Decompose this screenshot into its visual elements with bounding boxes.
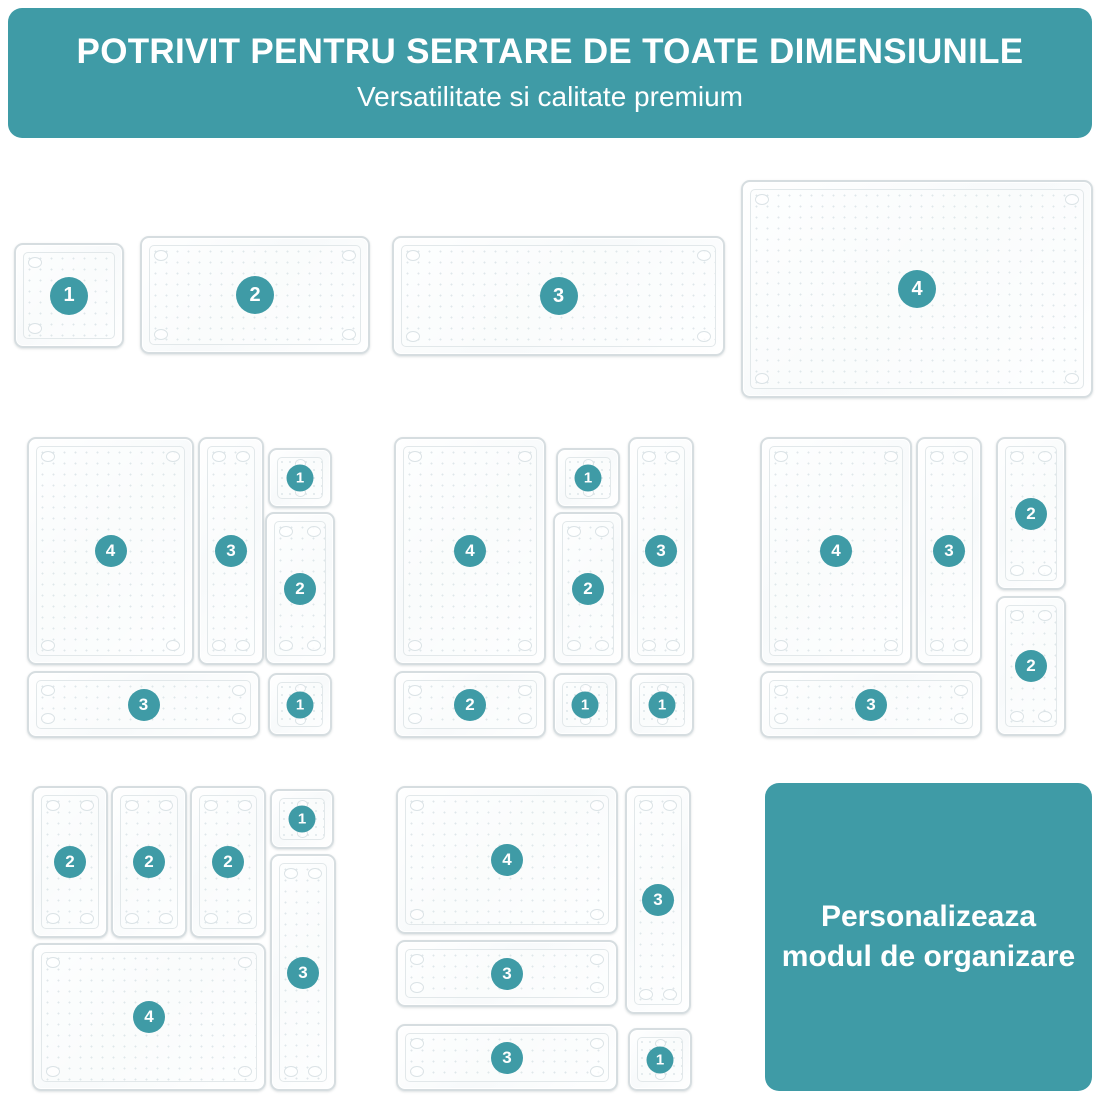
tray-foot-icon <box>1010 451 1024 462</box>
tray-foot-icon <box>307 526 321 537</box>
tray-size-badge: 4 <box>95 535 127 567</box>
tray-foot-icon <box>590 982 604 993</box>
tray-foot-icon <box>154 250 168 261</box>
tray-foot-icon <box>884 451 898 462</box>
tray-size-badge: 1 <box>572 691 599 718</box>
tray-foot-icon <box>154 329 168 340</box>
tray-foot-icon <box>284 1066 298 1077</box>
tray-foot-icon <box>666 451 680 462</box>
tray-size-badge: 3 <box>287 957 319 989</box>
tray-foot-icon <box>408 640 422 651</box>
layout-d-tray-4 <box>32 943 266 1091</box>
tray-foot-icon <box>212 451 226 462</box>
tray-foot-icon <box>406 331 420 342</box>
tray-foot-icon <box>212 640 226 651</box>
layout-b-tray-2 <box>553 512 623 665</box>
tray-foot-icon <box>590 800 604 811</box>
tray-foot-icon <box>639 989 653 1000</box>
layout-a-tray-4 <box>27 437 194 665</box>
tray-foot-icon <box>159 913 173 924</box>
tray-foot-icon <box>204 913 218 924</box>
tray-foot-icon <box>518 713 532 724</box>
header-banner <box>8 8 1092 138</box>
tray-foot-icon <box>410 982 424 993</box>
tray-size-badge: 2 <box>284 573 316 605</box>
tray-foot-icon <box>46 913 60 924</box>
tray-foot-icon <box>46 800 60 811</box>
tray-foot-icon <box>238 913 252 924</box>
tray-size-badge: 2 <box>1015 498 1047 530</box>
tray-foot-icon <box>595 526 609 537</box>
tray-foot-icon <box>1065 194 1079 205</box>
tray-foot-icon <box>590 954 604 965</box>
layout-b-tray-1c <box>630 673 694 736</box>
tray-size-badge: 1 <box>289 806 316 833</box>
tray-foot-icon <box>954 685 968 696</box>
tray-foot-icon <box>166 451 180 462</box>
tray-foot-icon <box>46 957 60 968</box>
layout-c-tray-3b <box>760 671 982 738</box>
tray-foot-icon <box>666 640 680 651</box>
tray-size-badge: 3 <box>128 689 160 721</box>
tray-foot-icon <box>774 713 788 724</box>
tray-size-3 <box>392 236 725 356</box>
tray-foot-icon <box>159 800 173 811</box>
tray-size-badge: 1 <box>287 691 314 718</box>
tray-size-badge: 1 <box>647 1046 674 1073</box>
layout-e-tray-3c <box>396 1024 618 1091</box>
tray-foot-icon <box>663 989 677 1000</box>
layout-e-tray-3a <box>625 786 691 1014</box>
promo-text: Personalizeaza modul de organizare <box>781 900 1076 973</box>
tray-size-badge: 2 <box>54 846 86 878</box>
tray-foot-icon <box>1038 610 1052 621</box>
tray-foot-icon <box>238 1066 252 1077</box>
tray-size-badge: 1 <box>50 277 88 315</box>
tray-foot-icon <box>697 331 711 342</box>
tray-foot-icon <box>518 640 532 651</box>
tray-foot-icon <box>279 526 293 537</box>
layout-a-tray-2 <box>265 512 335 665</box>
tray-foot-icon <box>567 526 581 537</box>
layout-d-tray-1 <box>270 789 334 849</box>
tray-foot-icon <box>308 1066 322 1077</box>
tray-foot-icon <box>697 250 711 261</box>
tray-size-badge: 2 <box>572 573 604 605</box>
tray-foot-icon <box>28 257 42 268</box>
layout-c-tray-3 <box>916 437 982 665</box>
tray-foot-icon <box>232 713 246 724</box>
tray-foot-icon <box>930 640 944 651</box>
tray-size-badge: 3 <box>855 689 887 721</box>
tray-foot-icon <box>590 909 604 920</box>
tray-foot-icon <box>930 451 944 462</box>
tray-foot-icon <box>408 451 422 462</box>
tray-foot-icon <box>518 451 532 462</box>
layout-d-tray-2c <box>190 786 266 938</box>
tray-foot-icon <box>41 713 55 724</box>
tray-size-4 <box>741 180 1093 398</box>
tray-foot-icon <box>1038 711 1052 722</box>
tray-size-2 <box>140 236 370 354</box>
tray-foot-icon <box>80 913 94 924</box>
tray-foot-icon <box>954 713 968 724</box>
tray-foot-icon <box>342 329 356 340</box>
layout-d-tray-2b <box>111 786 187 938</box>
layout-a-tray-3 <box>198 437 264 665</box>
tray-size-badge: 4 <box>898 270 936 308</box>
tray-foot-icon <box>590 1038 604 1049</box>
tray-foot-icon <box>308 868 322 879</box>
tray-size-badge: 2 <box>454 689 486 721</box>
tray-foot-icon <box>755 194 769 205</box>
tray-foot-icon <box>232 685 246 696</box>
layout-e-tray-4 <box>396 786 618 934</box>
tray-size-badge: 4 <box>454 535 486 567</box>
tray-size-badge: 4 <box>491 844 523 876</box>
tray-foot-icon <box>28 323 42 334</box>
tray-size-badge: 3 <box>933 535 965 567</box>
tray-foot-icon <box>166 640 180 651</box>
tray-foot-icon <box>1065 373 1079 384</box>
tray-foot-icon <box>238 957 252 968</box>
tray-size-badge: 3 <box>642 884 674 916</box>
tray-foot-icon <box>642 451 656 462</box>
tray-size-badge: 3 <box>491 1042 523 1074</box>
tray-foot-icon <box>236 640 250 651</box>
tray-foot-icon <box>408 685 422 696</box>
tray-size-badge: 2 <box>133 846 165 878</box>
layout-d-tray-2a <box>32 786 108 938</box>
tray-size-badge: 2 <box>236 276 274 314</box>
tray-foot-icon <box>774 451 788 462</box>
tray-foot-icon <box>46 1066 60 1077</box>
tray-foot-icon <box>954 451 968 462</box>
tray-foot-icon <box>1010 565 1024 576</box>
tray-foot-icon <box>80 800 94 811</box>
tray-foot-icon <box>1010 610 1024 621</box>
tray-foot-icon <box>1038 451 1052 462</box>
tray-foot-icon <box>595 640 609 651</box>
layout-c-tray-2 <box>996 437 1066 590</box>
tray-foot-icon <box>663 800 677 811</box>
layout-e-tray-3b <box>396 940 618 1007</box>
tray-foot-icon <box>774 685 788 696</box>
tray-size-badge: 4 <box>820 535 852 567</box>
tray-foot-icon <box>410 1066 424 1077</box>
tray-foot-icon <box>238 800 252 811</box>
tray-foot-icon <box>1010 711 1024 722</box>
tray-foot-icon <box>41 685 55 696</box>
tray-foot-icon <box>590 1066 604 1077</box>
banner-subtitle: Versatilitate si calitate premium <box>357 80 743 112</box>
promo-box <box>765 783 1092 1091</box>
tray-size-badge: 2 <box>1015 650 1047 682</box>
tray-foot-icon <box>410 954 424 965</box>
banner-title: POTRIVIT PENTRU SERTARE DE TOATE DIMENSIUNILE <box>76 32 1024 72</box>
tray-foot-icon <box>406 250 420 261</box>
tray-size-badge: 3 <box>491 958 523 990</box>
layout-a-tray-1 <box>268 448 332 508</box>
tray-foot-icon <box>342 250 356 261</box>
tray-size-badge: 3 <box>645 535 677 567</box>
layout-a-tray-1b <box>268 673 332 736</box>
tray-foot-icon <box>774 640 788 651</box>
tray-foot-icon <box>755 373 769 384</box>
tray-size-badge: 4 <box>133 1001 165 1033</box>
layout-b-tray-3 <box>628 437 694 665</box>
layout-a-tray-3b <box>27 671 260 738</box>
layout-b-tray-1 <box>556 448 620 508</box>
tray-foot-icon <box>408 713 422 724</box>
tray-foot-icon <box>279 640 293 651</box>
tray-size-badge: 3 <box>540 277 578 315</box>
tray-foot-icon <box>204 800 218 811</box>
tray-foot-icon <box>410 1038 424 1049</box>
tray-size-1 <box>14 243 124 348</box>
tray-foot-icon <box>125 800 139 811</box>
tray-foot-icon <box>639 800 653 811</box>
tray-size-badge: 3 <box>215 535 247 567</box>
layout-e-tray-1 <box>628 1028 692 1091</box>
tray-foot-icon <box>125 913 139 924</box>
tray-foot-icon <box>567 640 581 651</box>
tray-foot-icon <box>518 685 532 696</box>
tray-foot-icon <box>1038 565 1052 576</box>
tray-foot-icon <box>410 909 424 920</box>
layout-c-tray-2b <box>996 596 1066 736</box>
tray-size-badge: 1 <box>287 465 314 492</box>
layout-b-tray-2b <box>394 671 546 738</box>
tray-foot-icon <box>884 640 898 651</box>
tray-foot-icon <box>307 640 321 651</box>
tray-foot-icon <box>41 451 55 462</box>
tray-foot-icon <box>954 640 968 651</box>
tray-foot-icon <box>41 640 55 651</box>
tray-size-badge: 1 <box>649 691 676 718</box>
tray-foot-icon <box>236 451 250 462</box>
layout-d-tray-3 <box>270 854 336 1091</box>
tray-foot-icon <box>410 800 424 811</box>
tray-size-badge: 1 <box>575 465 602 492</box>
tray-size-badge: 2 <box>212 846 244 878</box>
layout-b-tray-1b <box>553 673 617 736</box>
layout-b-tray-4 <box>394 437 546 665</box>
tray-foot-icon <box>642 640 656 651</box>
tray-foot-icon <box>284 868 298 879</box>
layout-c-tray-4 <box>760 437 912 665</box>
